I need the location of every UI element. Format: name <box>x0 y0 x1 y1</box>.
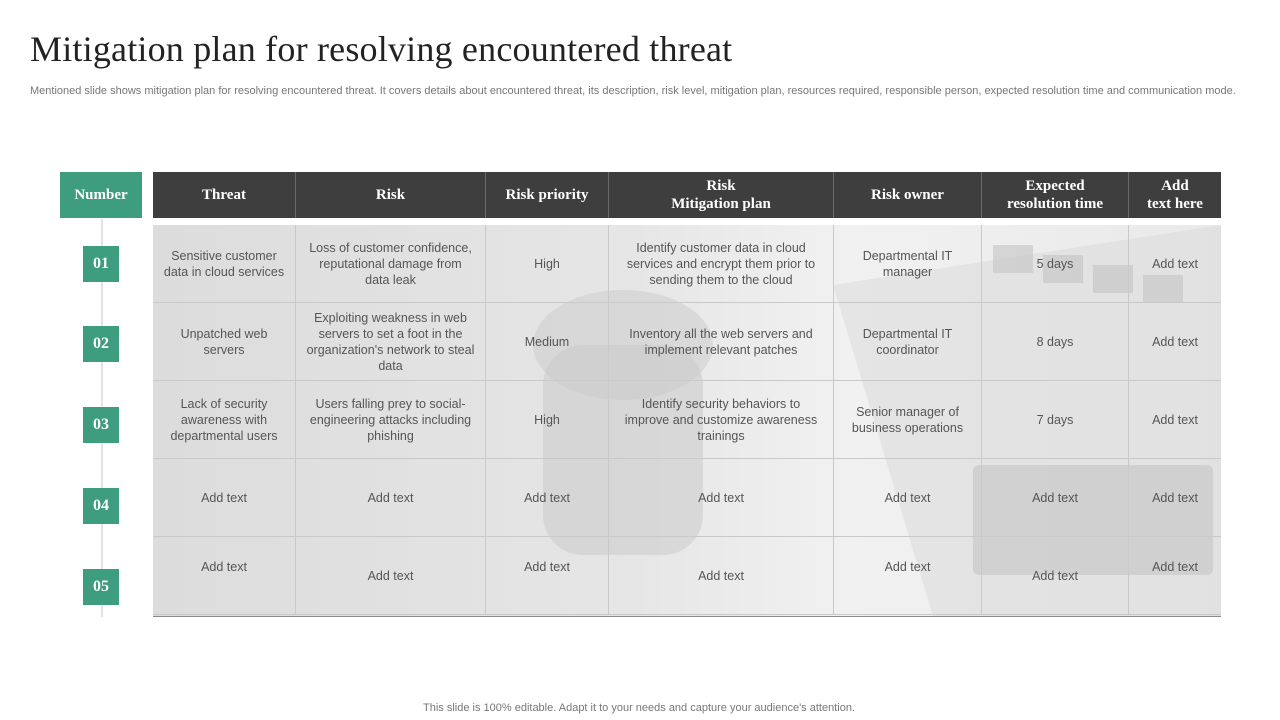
cell-risk-priority: Add text <box>486 459 609 537</box>
table-row <box>153 459 1221 537</box>
table-body <box>153 225 1221 617</box>
cell-resolution-time: Add text <box>982 459 1129 537</box>
cell-risk: Users falling prey to social-engineering attacks including phishing <box>296 381 486 459</box>
number-badge: 03 <box>83 407 119 443</box>
column-header-resolution-time: Expected resolution time <box>982 172 1129 218</box>
cell-threat: Unpatched web servers <box>153 303 296 381</box>
number-badge: 04 <box>83 488 119 524</box>
cell-risk-priority: Add text <box>486 537 609 615</box>
column-header-risk: Risk <box>296 172 486 218</box>
cell-add-text: Add text <box>1129 537 1221 615</box>
cell-resolution-time: 8 days <box>982 303 1129 381</box>
cell-add-text: Add text <box>1129 225 1221 303</box>
table-row <box>153 225 1221 303</box>
page-title: Mitigation plan for resolving encountered threat <box>30 29 733 69</box>
cell-add-text: Add text <box>1129 459 1221 537</box>
cell-mitigation-plan: Inventory all the web servers and implement relevant patches <box>609 303 834 381</box>
cell-risk-owner: Departmental IT coordinator <box>834 303 982 381</box>
cell-threat: Sensitive customer data in cloud services <box>153 225 296 303</box>
cell-risk-owner: Senior manager of business operations <box>834 381 982 459</box>
column-header-risk-owner: Risk owner <box>834 172 982 218</box>
cell-threat: Add text <box>153 537 296 615</box>
table-row <box>153 381 1221 459</box>
cell-mitigation-plan: Add text <box>609 537 834 615</box>
cell-risk: Add text <box>296 459 486 537</box>
column-header-threat: Threat <box>153 172 296 218</box>
table-row <box>153 537 1221 615</box>
cell-add-text: Add text <box>1129 381 1221 459</box>
column-header-add-text: Add text here <box>1147 178 1203 212</box>
cell-resolution-time: 5 days <box>982 225 1129 303</box>
page-subtitle: Mentioned slide shows mitigation plan for resolving encountered threat. It covers details about encountered threat, its description, risk level, mitigation plan, resources required, responsible person, expected resolution time and communication mode. <box>30 85 1236 97</box>
cell-risk-owner: Add text <box>834 459 982 537</box>
cell-risk-owner: Departmental IT manager <box>834 225 982 303</box>
cell-mitigation-plan: Add text <box>609 459 834 537</box>
column-header-risk-priority: Risk priority <box>486 172 609 218</box>
cell-resolution-time: Add text <box>982 537 1129 615</box>
cell-risk-priority: High <box>486 381 609 459</box>
cell-risk: Exploiting weakness in web servers to set a foot in the organization's network to steal data <box>296 303 486 381</box>
cell-threat: Add text <box>153 459 296 537</box>
number-badge: 01 <box>83 246 119 282</box>
cell-mitigation-plan: Identify security behaviors to improve and customize awareness trainings <box>609 381 834 459</box>
cell-risk: Add text <box>296 537 486 615</box>
cell-risk-priority: High <box>486 225 609 303</box>
cell-risk-owner: Add text <box>834 537 982 615</box>
cell-risk-priority: Medium <box>486 303 609 381</box>
cell-resolution-time: 7 days <box>982 381 1129 459</box>
footer-note: This slide is 100% editable. Adapt it to your needs and capture your audience's attention. <box>423 702 855 714</box>
cell-add-text: Add text <box>1129 303 1221 381</box>
number-badge: 05 <box>83 569 119 605</box>
table-header <box>153 172 1221 218</box>
table-row <box>153 303 1221 381</box>
cell-mitigation-plan: Identify customer data in cloud services and encrypt them prior to sending them to the cloud <box>609 225 834 303</box>
cell-threat: Lack of security awareness with departmental users <box>153 381 296 459</box>
cell-risk: Loss of customer confidence, reputational damage from data leak <box>296 225 486 303</box>
column-header-mitigation-plan: Risk Mitigation plan <box>609 172 834 218</box>
number-column-header: Number <box>60 172 142 218</box>
number-badge: 02 <box>83 326 119 362</box>
